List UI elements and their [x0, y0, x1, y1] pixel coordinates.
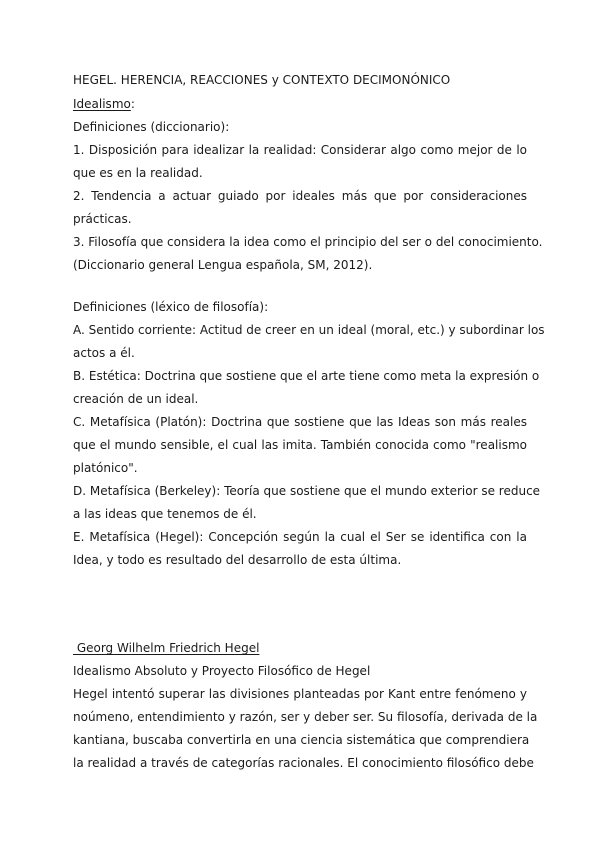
- definition-line: creación de un ideal.: [73, 392, 199, 406]
- definition-line: 3. Filosofía que considera la idea como el principio del ser o del conocimiento.: [73, 235, 543, 249]
- philosophy-definitions-title: Definiciones (léxico de filosofía):: [73, 300, 269, 314]
- definition-line: prácticas.: [73, 212, 132, 226]
- section-heading-idealismo: [73, 96, 527, 112]
- definition-line: 1. Disposición para idealizar la realidad: Considerar algo como mejor de lo: [73, 143, 527, 157]
- section-subtitle: Idealismo Absoluto y Proyecto Filosófico de Hegel: [73, 664, 371, 678]
- definition-line: a las ideas que tenemos de él.: [73, 507, 257, 521]
- definition-line: D. Metafísica (Berkeley): Teoría que sostiene que el mundo exterior se reduce: [73, 484, 541, 498]
- definition-line: E. Metafísica (Hegel): Concepción según la cual el Ser se identifica con la: [73, 530, 527, 544]
- dictionary-definitions-title: Definiciones (diccionario):: [73, 120, 230, 134]
- citation-line: (Diccionario general Lengua española, SM, 2012).: [73, 258, 373, 272]
- definition-line: C. Metafísica (Platón): Doctrina que sostiene que las Ideas son más reales: [73, 415, 527, 429]
- heading-text: Georg Wilhelm Friedrich Hegel: [73, 641, 260, 655]
- definition-line: que el mundo sensible, el cual las imita. También conocida como "realismo: [73, 438, 527, 452]
- definition-line: 2. Tendencia a actuar guiado por ideales más que por consideraciones: [73, 189, 527, 203]
- definition-line: B. Estética: Doctrina que sostiene que el arte tiene como meta la expresión o: [73, 369, 540, 383]
- section-heading-hegel: [73, 640, 527, 656]
- paragraph-line: noúmeno, entendimiento y razón, ser y deber ser. Su filosofía, derivada de la: [73, 710, 538, 724]
- definition-line: platónico".: [73, 461, 138, 475]
- definition-line: que es en la realidad.: [73, 166, 203, 180]
- document-title: HEGEL. HERENCIA, REACCIONES y CONTEXTO DECIMONÓNICO: [73, 73, 451, 87]
- paragraph-line: la realidad a través de categorías racionales. El conocimiento filosófico debe: [73, 756, 534, 770]
- heading-colon: :: [130, 97, 135, 111]
- definition-line: actos a él.: [73, 346, 135, 360]
- definition-line: A. Sentido corriente: Actitud de creer en un ideal (moral, etc.) y subordinar los: [73, 323, 545, 337]
- definition-line: Idea, y todo es resultado del desarrollo de esta última.: [73, 553, 402, 567]
- paragraph-line: Hegel intentó superar las divisiones planteadas por Kant entre fenómeno y: [73, 687, 527, 701]
- paragraph-line: kantiana, buscaba convertirla en una ciencia sistemática que comprendiera: [73, 733, 530, 747]
- heading-text: Idealismo: [73, 97, 131, 111]
